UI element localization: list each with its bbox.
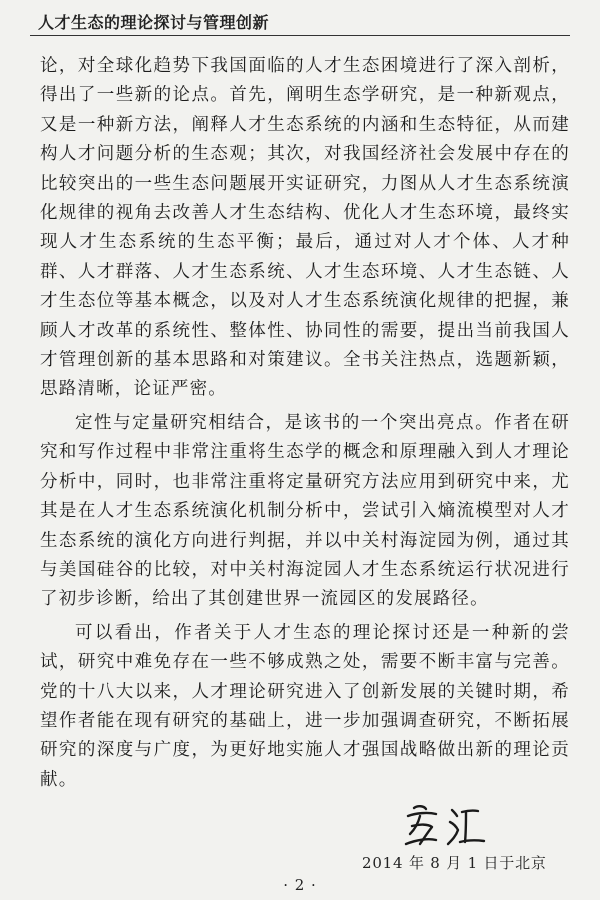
running-head-title: 人才生态的理论探讨与管理创新 [38,13,270,32]
handwritten-signature [400,800,490,850]
signature-date-place: 2014 年 8 月 1 日于北京 [362,854,547,872]
paragraph-2: 定性与定量研究相结合，是该书的一个突出亮点。作者在研究和写作过程中非常注重将生态学的概念和原理融入到人才理论分析中，同时，也非常注重将定量研究方法应用到研究中来，尤其是在人才生态系统演化机制分析中，尝试引入熵流模型对人才生态系统的演化方向进行判据，并以中关村海淀园为例，通过其与美国硅谷的比较，对中关村海淀园人才生态系统运行状况进行了初步诊断，给出了其创建世界一流园区的发展路径。 [40,412,570,610]
paragraph-3: 可以看出，作者关于人才生态的理论探讨还是一种新的尝试，研究中难免存在一些不够成熟之处，需要不断丰富与完善。党的十八大以来，人才理论研究进入了创新发展的关键时期，希望作者能在现有研究的基础上，进一步加强调查研究，不断拓展研究的深度与广度，为更好地实施人才强国战略做出新的理论贡献。 [40,622,570,790]
paragraph-1: 论，对全球化趋势下我国面临的人才生态困境进行了深入剖析，得出了一些新的论点。首先，阐明生态学研究，是一种新观点，又是一种新方法，阐释人才生态系统的内涵和生态特征，从而建构人才问题分析的生态观；其次，对我国经济社会发展中存在的比较突出的一些生态问题展开实证研究，力图从人才生态系统演化规律的视角去改善人才生态结构、优化人才生态环境，最终实现人才生态系统的生态平衡；最后，通过对人才个体、人才种群、人才群落、人才生态系统、人才生态环境、人才生态链、人才生态位等基本概念，以及对人才生态系统演化规律的把握，兼顾人才改革的系统性、整体性、协同性的需要，提出当前我国人才管理创新的基本思路和对策建议。全书关注热点，选题新颖，思路清晰，论证严密。 [40,56,570,400]
header-rule [30,35,570,36]
body-text [40,52,570,799]
page-number: · 2 · [283,876,317,894]
